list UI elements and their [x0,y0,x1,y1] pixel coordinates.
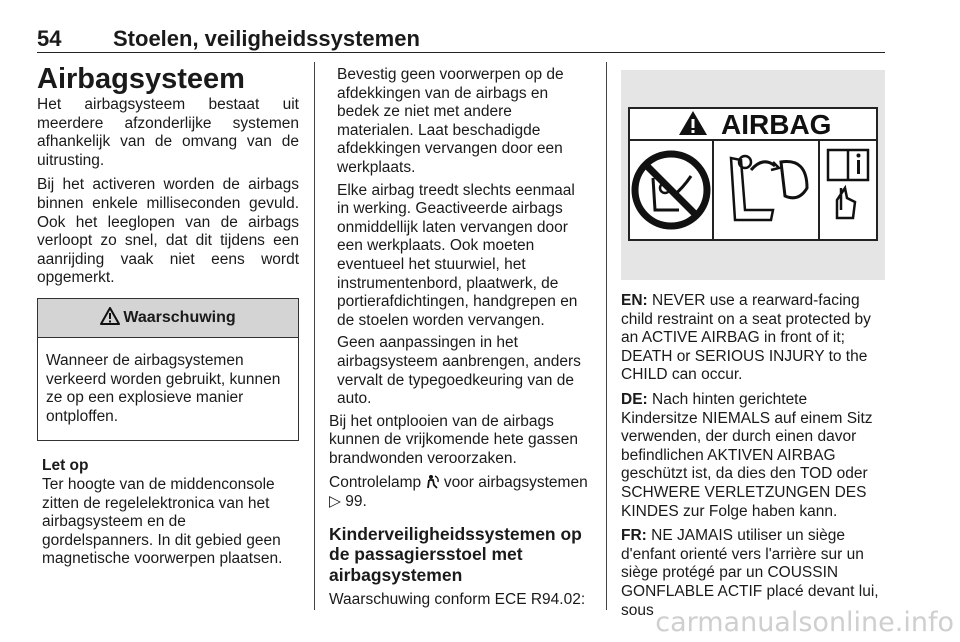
column-3 [621,292,885,620]
airbag-warning-label [621,70,885,280]
label-text-en: EN: NEVER use a rearward-facing child restraint on a seat protected by an ACTIVE AIRBAG in front of it; DEATH or SERIOUS INJURY to the CHILD can occur. [621,292,871,384]
page-ref-arrow-icon: ▷ [329,493,341,511]
caution-text: Ter hoogte van de middenconsole zitten de regelelektronica van het airbagsysteem en de gordelspanners. In dit gebied geen magnetische voorwerpen plaatsen. [42,475,283,568]
subsection-heading: Kinderveiligheidssystemen op de passagiersstoel met airbagsystemen [329,523,582,585]
caution-note [37,457,299,569]
running-title: Stoelen, veiligheidssystemen [113,26,420,51]
paragraph: Geen aanpassingen in het airbagsysteem aanbrengen, anders vervalt de typegoedkeuring van de auto. [337,334,581,408]
watermark: carmanualsonline.info [655,607,954,638]
label-text-de: DE: Nach hinten gerichtete Kindersitze NIEMALS auf einem Sitz verwenden, der durch einen davor befindlichen AKTIVEN AIRBAG geschützt ist, da dies den TOD oder SCHWERE VERLETZUNGEN DES KINDES zur Folge haben kann. [621,390,873,520]
airbag-warning-lamp-icon [426,474,440,489]
paragraph: Bij het ontplooien van de airbags kunnen de vrijkomende hete gassen brandwonden veroorzaken. [329,412,579,467]
column-1 [37,62,299,569]
paragraph: Bij het activeren worden de airbags binnen enkele milliseconden gevuld. Ook het leeglopen van de airbags verloopt zo snel, dat dit tijdens een aanrijding vaak niet eens wordt opgemerkt. [37,176,299,287]
section-heading: Airbagsysteem [37,63,245,95]
label-text-fr: FR: NE JAMAIS utiliser un siège d'enfant orienté vers l'arrière sur un siège protégé par un COUSSIN GONFLABLE ACTIF placé devant lui, sous [621,527,879,619]
page-number: 54 [37,26,62,51]
control-lamp-reference: Controlelamp voor airbagsystemen ▷ 99. [329,474,588,511]
warning-continuation [329,66,591,409]
column-2 [329,66,591,610]
warning-text: Wanneer de airbagsystemen verkeerd worden gebruikt, kunnen ze op een explosieve manier ontploffen. [46,351,281,425]
caution-title: Let op [42,457,89,475]
airbag-label-graphic [621,70,885,280]
paragraph: Waarschuwing conform ECE R94.02: [329,591,586,609]
column-divider-right [606,62,607,610]
warning-title: Waarschuwing [123,308,236,326]
paragraph: Het airbagsysteem bestaat uit meerdere afzonderlijke systemen afhankelijk van de omvang van de uitrusting. [37,96,299,169]
page-header [37,26,885,53]
paragraph: Elke airbag treedt slechts eenmaal in werking. Geactiveerde airbags onmiddellijk laten vervangen door een werkplaats. Ook moeten eventueel het stuurwiel, het instrumentenbord, plaatwerk, de portierafdichtingen, handgrepen en de stoelen worden vervangen. [337,181,578,329]
label-title: AIRBAG [721,109,832,140]
warning-title-bar [38,299,298,338]
column-divider-left [314,62,315,610]
paragraph: Bevestig geen voorwerpen op de afdekkingen van de airbags en bedek ze niet met andere materialen. Laat beschadigde afdekkingen vervangen door een werkplaats. [337,66,564,176]
warning-triangle-icon [100,307,120,325]
page-reference-link[interactable]: 99. [345,493,367,511]
warning-box [37,298,299,441]
